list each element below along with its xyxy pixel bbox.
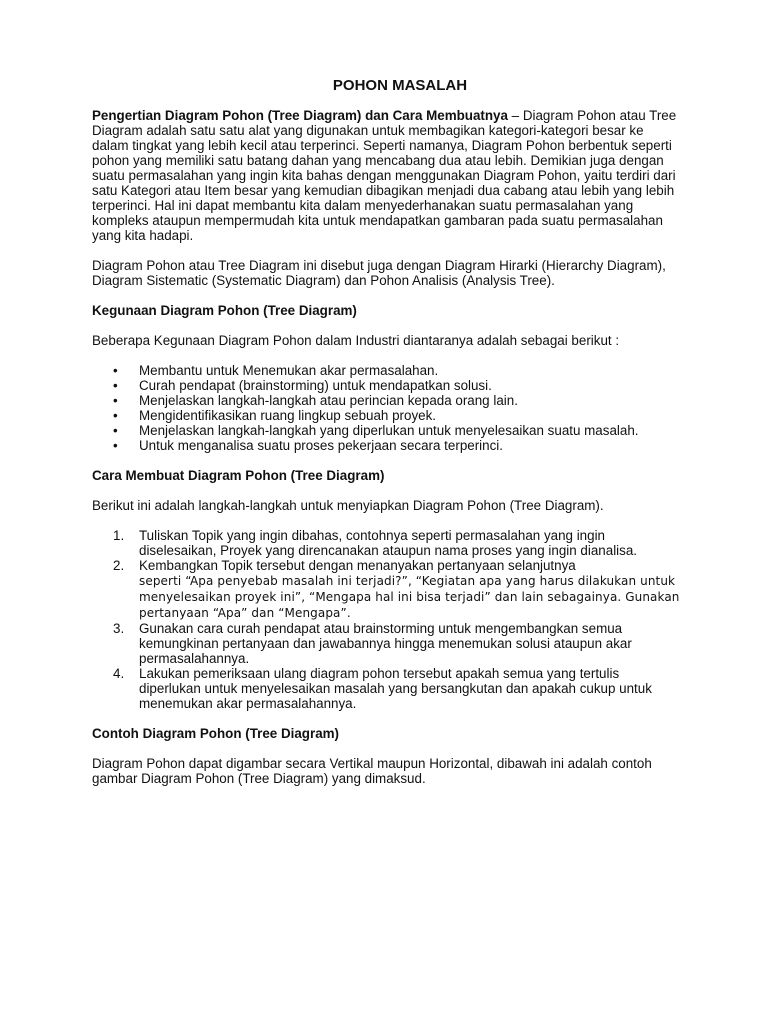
document-page bbox=[92, 78, 682, 801]
step-number: 4. bbox=[113, 666, 125, 681]
list-item: • Menjelaskan langkah-langkah yang diperlukan untuk menyelesaikan suatu masalah. bbox=[92, 423, 682, 438]
intro-text: – Diagram Pohon atau Tree Diagram adalah satu satu alat yang digunakan untuk membagikan kategori-kategori besar ke dalam tingkat yang lebih kecil atau terperinci. Seperti namanya, Diagram Pohon berbentuk seperti pohon yang memiliki satu batang dahan yang mencabang dua atau lebih. Demikian juga dengan suatu permasalahan yang ingin kita bahas dengan menggunakan Diagram Pohon, yaitu terdiri dari satu Kategori atau Item besar yang kemudian dibagikan menjadi dua cabang atau lebih yang lebih terperinci. Hal ini dapat membantu kita dalam menyederhanakan suatu permasalahan yang kompleks ataupun mempermudah kita untuk mendapatkan gambaran pada suatu permasalahan yang kita hadapi. bbox=[92, 108, 677, 243]
cara-intro: Berikut ini adalah langkah-langkah untuk menyiapkan Diagram Pohon (Tree Diagram). bbox=[92, 498, 604, 513]
kegunaan-intro: Beberapa Kegunaan Diagram Pohon dalam Industri diantaranya adalah sebagai berikut : bbox=[92, 333, 620, 348]
step-item bbox=[92, 621, 682, 666]
alias-paragraph: Diagram Pohon atau Tree Diagram ini disebut juga dengan Diagram Hirarki (Hierarchy Diagram), Diagram Sistematic (Systematic Diagram) dan Pohon Analisis (Analysis Tree). bbox=[92, 258, 666, 288]
page-title: POHON MASALAH bbox=[332, 77, 468, 94]
step-text: Tuliskan Topik yang ingin dibahas, contohnya seperti permasalahan yang ingin diselesaikan, Proyek yang direncanakan ataupun nama proses yang ingin dianalisa. bbox=[139, 528, 638, 558]
cara-heading: Cara Membuat Diagram Pohon (Tree Diagram) bbox=[92, 468, 385, 483]
cara-steps-list bbox=[92, 528, 682, 711]
list-item: • Membantu untuk Menemukan akar permasalahan. bbox=[92, 363, 682, 378]
step-item bbox=[92, 558, 682, 621]
step-item bbox=[92, 666, 682, 711]
list-item: • Mengidentifikasikan ruang lingkup sebuah proyek. bbox=[92, 408, 682, 423]
step-text-continued: seperti “Apa penyebab masalah ini terjadi?”, “Kegiatan apa yang harus dilakukan untuk menyelesaikan proyek ini”, “Mengapa hal ini bisa terjadi” dan lain sebagainya. Gunakan pertanyaan “Apa” dan “Mengapa”. bbox=[139, 574, 680, 620]
kegunaan-list bbox=[92, 363, 682, 453]
list-item: • Curah pendapat (brainstorming) untuk mendapatkan solusi. bbox=[92, 378, 682, 393]
step-text: Gunakan cara curah pendapat atau brainstorming untuk mengembangkan semua kemungkinan pertanyaan dan jawabannya hingga menemukan solusi ataupun akar permasalahannya. bbox=[139, 621, 632, 666]
step-item bbox=[92, 528, 682, 558]
kegunaan-heading: Kegunaan Diagram Pohon (Tree Diagram) bbox=[92, 303, 357, 318]
intro-bold-lead: Pengertian Diagram Pohon (Tree Diagram) dan Cara Membuatnya bbox=[92, 108, 508, 123]
step-number: 1. bbox=[113, 528, 125, 543]
step-text: Lakukan pemeriksaan ulang diagram pohon tersebut apakah semua yang tertulis diperlukan untuk menyelesaikan masalah yang bersangkutan dan apakah cukup untuk menemukan akar permasalahannya. bbox=[139, 666, 652, 711]
contoh-paragraph: Diagram Pohon dapat digambar secara Vertikal maupun Horizontal, dibawah ini adalah contoh gambar Diagram Pohon (Tree Diagram) yang dimaksud. bbox=[92, 756, 652, 786]
step-number: 2. bbox=[113, 558, 125, 573]
step-number: 3. bbox=[113, 621, 125, 636]
contoh-heading: Contoh Diagram Pohon (Tree Diagram) bbox=[92, 726, 340, 741]
intro-paragraph bbox=[92, 108, 682, 243]
list-item: • Menjelaskan langkah-langkah atau perincian kepada orang lain. bbox=[92, 393, 682, 408]
list-item: • Untuk menganalisa suatu proses pekerjaan secara terperinci. bbox=[92, 438, 682, 453]
step-text: Kembangkan Topik tersebut dengan menanyakan pertanyaan selanjutnya bbox=[139, 558, 576, 573]
